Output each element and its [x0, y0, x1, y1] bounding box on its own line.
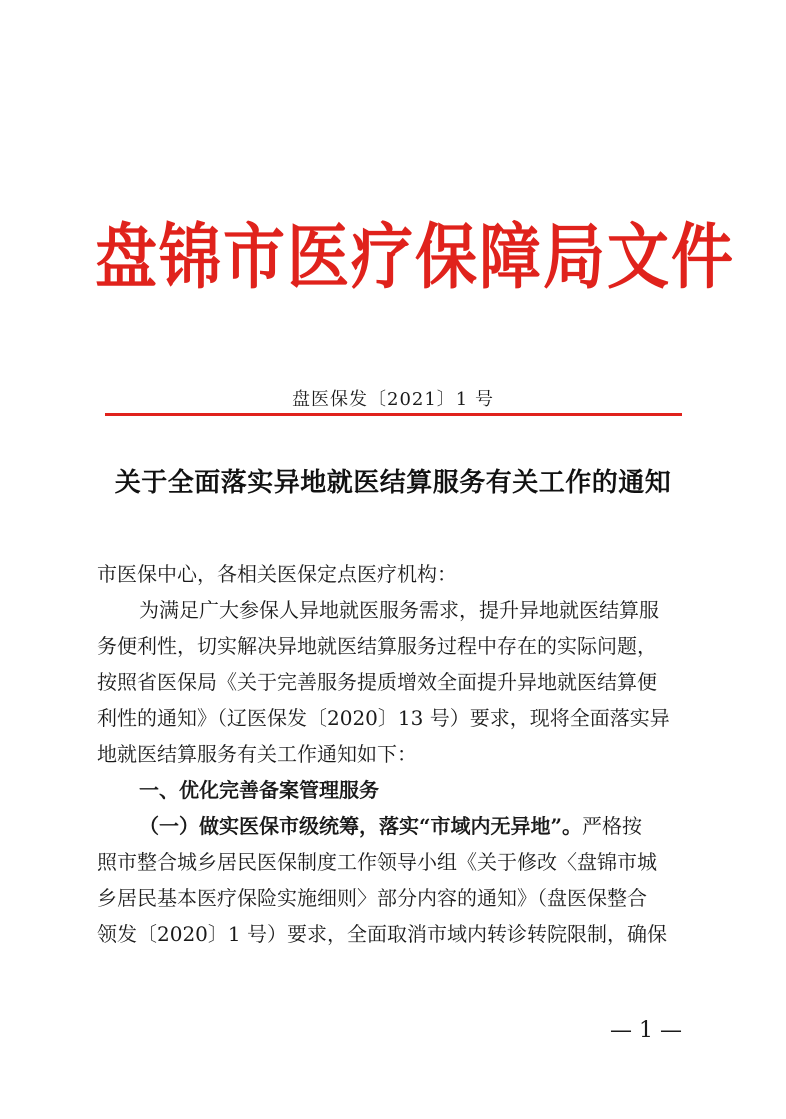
page-number: — 1 — — [610, 1018, 682, 1043]
subsection-lead-rest: 严格按 — [582, 814, 643, 838]
paragraph-line: 利性的通知》（辽医保发〔2020〕13 号）要求，现将全面落实异 — [97, 706, 670, 730]
paragraph-line: 乡居民基本医疗保险实施细则〉部分内容的通知》（盘医保整合 — [97, 886, 647, 910]
subsection-first-line — [97, 808, 690, 844]
notice-title: 关于全面落实异地就医结算服务有关工作的通知 — [114, 468, 672, 498]
salutation: 市医保中心，各相关医保定点医疗机构： — [97, 562, 457, 586]
paragraph-line: 照市整合城乡居民医保制度工作领导小组《关于修改〈盘锦市城 — [97, 850, 657, 874]
paragraph-line: 为满足广大参保人异地就医服务需求，提升异地就医结算服 — [139, 598, 659, 622]
section-heading: 一、优化完善备案管理服务 — [139, 778, 379, 802]
paragraph-line: 按照省医保局《关于完善服务提质增效全面提升异地就医结算便 — [97, 670, 657, 694]
paragraph-line: 务便利性，切实解决异地就医结算服务过程中存在的实际问题， — [97, 634, 657, 658]
document-number: 盘医保发〔2021〕1 号 — [292, 389, 494, 410]
subsection-lead: （一）做实医保市级统筹，落实“市域内无异地”。 — [139, 814, 583, 838]
paragraph-line: 领发〔2020〕1 号）要求，全面取消市域内转诊转院限制，确保 — [97, 922, 667, 946]
agency-header-title: 盘锦市医疗保障局文件 — [95, 214, 736, 299]
document-body — [97, 556, 690, 952]
red-divider-line — [105, 413, 682, 416]
paragraph-line: 地就医结算服务有关工作通知如下： — [97, 742, 417, 766]
